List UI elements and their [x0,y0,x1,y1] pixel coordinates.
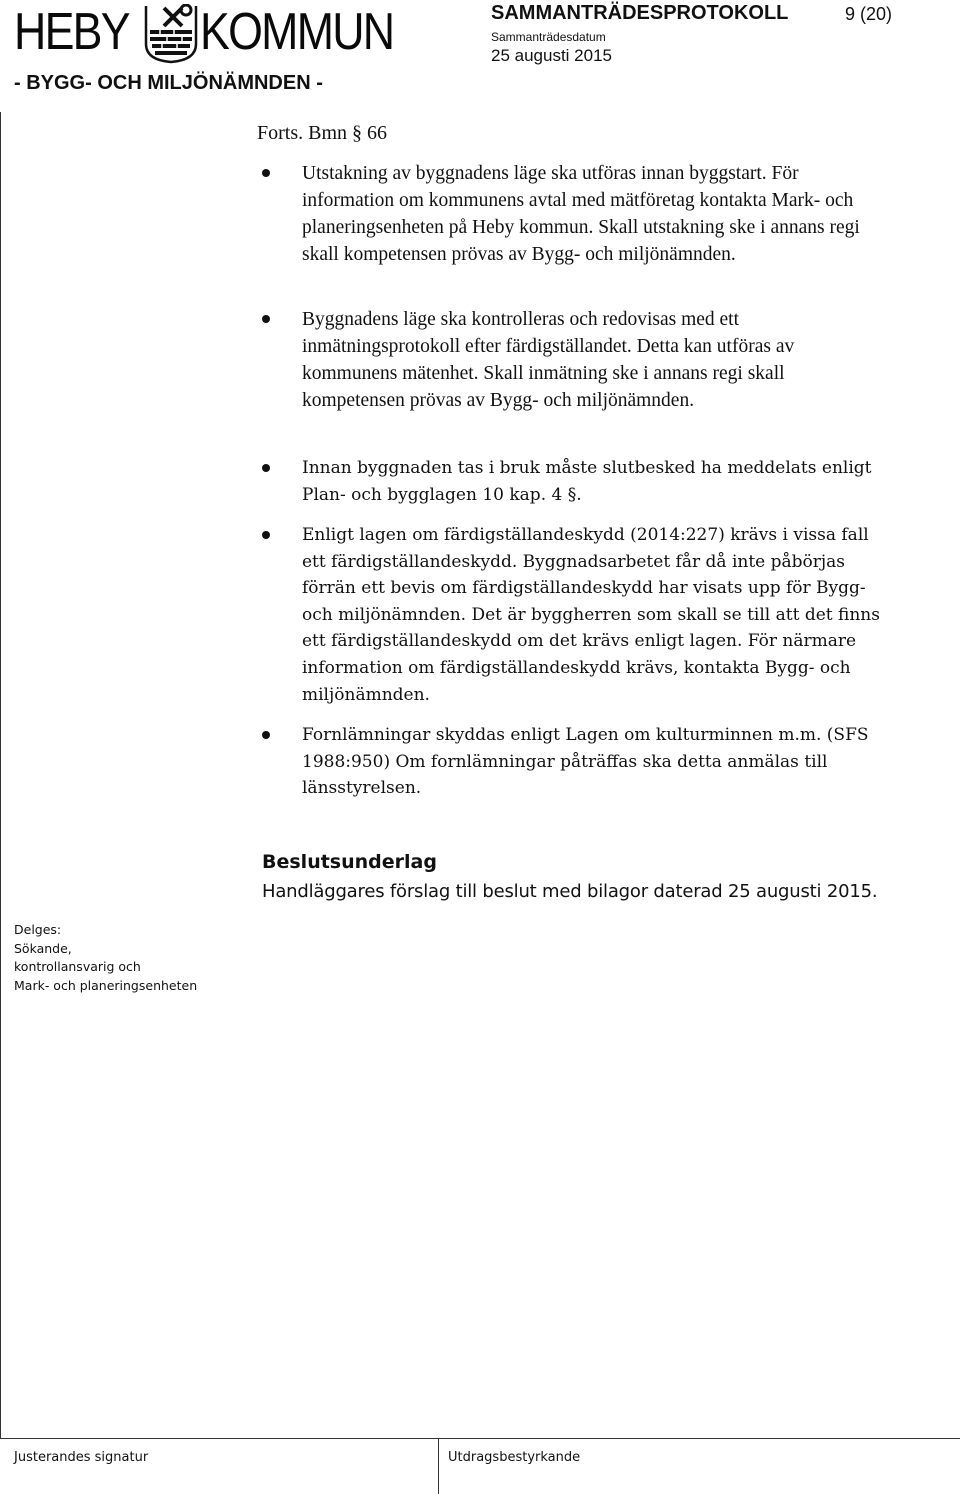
page-number: 9 (20) [845,4,893,24]
bullet-icon [262,731,270,739]
list-item-text: Fornlämningar skyddas enligt Lagen om kulturminnen m.m. (SFS 1988:950) Om fornlämningar påträffas ska detta anmälas till länsstyrelsen. [302,725,869,799]
footer-rule [0,1438,960,1439]
list-item-text: Utstakning av byggnadens läge ska utföras innan byggstart. För information om kommunens avtal med mätföretag kontakta Mark- och planeringsenheten på Heby kommun. Skall utstakning ske i annans regi skall kompetensen prövas av Bygg- och miljönämnden. [302,163,860,265]
distribution-recipient: Mark- och planeringsenheten [14,977,198,993]
distribution-list [14,921,197,995]
bullet-icon [262,169,270,177]
meeting-date: 25 augusti 2015 [491,46,612,65]
list-item [302,722,882,802]
date-label: Sammanträdesdatum [491,30,606,44]
logo-heby: HEBY [14,3,129,61]
bullet-icon [262,531,270,539]
list-item [302,522,882,708]
logo-kommun: KOMMUN [200,3,394,61]
bullet-icon [262,464,270,472]
section-text: Handläggares förslag till beslut med bilagor daterad 25 augusti 2015. [262,881,878,902]
signature-label: Justerandes signatur [14,1450,149,1465]
list-item-text: Innan byggnaden tas i bruk måste slutbesked ha meddelats enligt Plan- och bygglagen 10 kap. 4 §. [302,458,872,505]
distribution-recipient: kontrollansvarig och [14,959,141,974]
section-heading: Beslutsunderlag [262,851,437,873]
bullet-icon [262,315,270,323]
footer-divider [438,1438,439,1494]
document-type: SAMMANTRÄDESPROTOKOLL [491,2,789,24]
certification-label: Utdragsbestyrkande [448,1450,581,1465]
distribution-recipient: Sökande, [14,940,72,956]
list-item-text: Byggnadens läge ska kontrolleras och redovisas med ett inmätningsprotokoll efter färdigställandet. Detta kan utföras av kommunens mätenhet. Skall inmätning ske i annans regi skall kompetensen prövas av Bygg- och miljönämnden. [302,309,795,411]
list-item [302,455,882,508]
list-item [302,306,882,414]
continued-label: Forts. Bmn § 66 [257,122,388,144]
heby-crest-icon [142,4,200,64]
list-item-text: Enligt lagen om färdigställandeskydd (2014:227) krävs i vissa fall ett färdigställandeskydd. Byggnadsarbetet får då inte påbörjas förrän ett bevis om färdigställandeskydd har visats upp för Bygg- och miljönämnden. Det är byggherren som skall se till att det finns ett färdigställandeskydd om det krävs enligt lagen. För närmare information om färdigställandeskydd krävs, kontakta Bygg- och miljönämnden. [302,525,880,705]
committee-name: - BYGG- OCH MILJÖNÄMNDEN - [14,72,323,94]
list-item [302,160,882,268]
left-margin-rule [0,112,1,1438]
distribution-label: Delges: [14,922,62,937]
